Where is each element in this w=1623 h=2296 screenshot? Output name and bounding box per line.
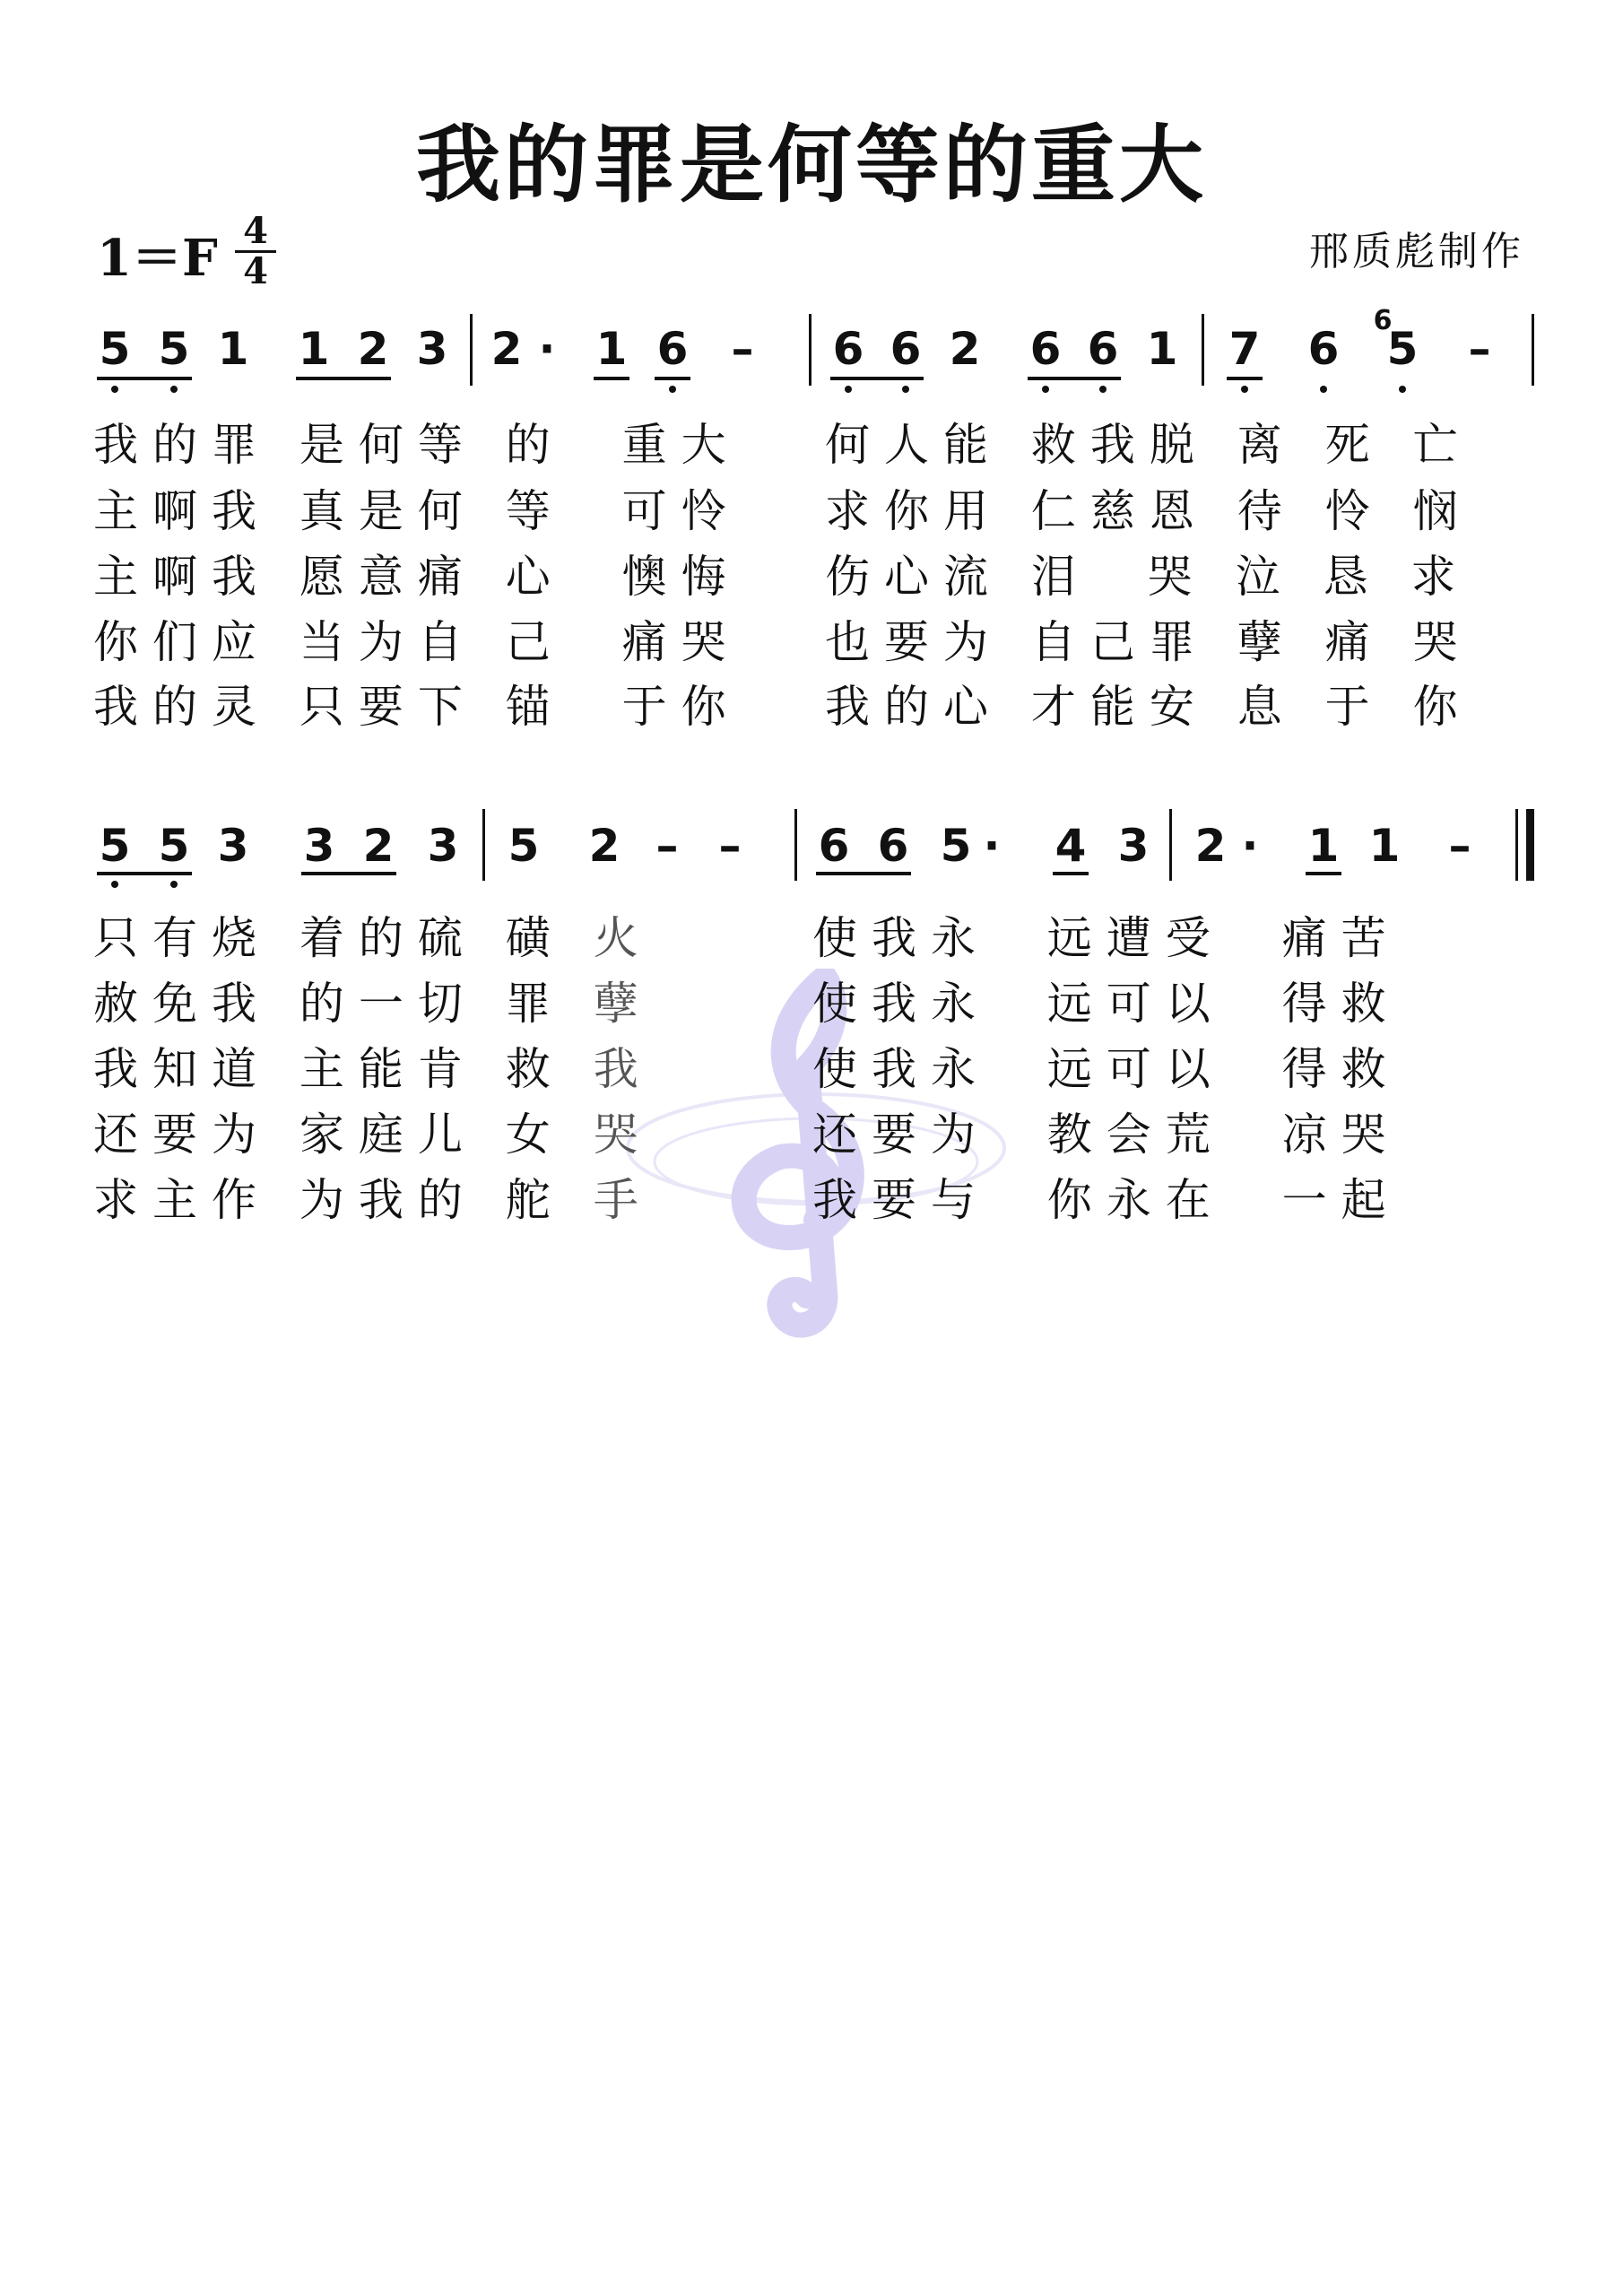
note: 5 [1386, 323, 1419, 375]
lyric-line-a [93, 902, 653, 967]
note: 6 [818, 820, 850, 872]
lyric-end: 我 [593, 1043, 653, 1095]
barline [794, 809, 797, 881]
note: – [1468, 323, 1491, 375]
note: 2 [357, 323, 389, 375]
lyric-text: 赦免我 的一切 罪 [93, 978, 594, 1030]
lyric-end: 火 [593, 912, 653, 964]
note: 1 [1368, 820, 1401, 872]
note: 2 [1194, 820, 1227, 872]
barline [1532, 314, 1534, 386]
beam-line [816, 872, 911, 875]
time-signature-top: 4 [243, 210, 268, 252]
note: 1 [298, 323, 330, 375]
barline [1169, 809, 1172, 881]
lyric-line-a [93, 1033, 653, 1098]
note: 4 [1055, 820, 1087, 872]
beam-line [97, 377, 192, 380]
note: – [655, 820, 679, 872]
note: 5 [158, 820, 190, 872]
lyric-text: 还要为 家庭儿 女 [93, 1109, 594, 1161]
note: 2 [949, 323, 981, 375]
note: – [731, 323, 754, 375]
note: · [1241, 820, 1259, 872]
beam-line [1227, 377, 1263, 380]
note: 2 [490, 323, 523, 375]
note: 2 [362, 820, 395, 872]
key-signature: 1＝F [97, 229, 218, 288]
beam-line [97, 872, 192, 875]
note: 5 [508, 820, 540, 872]
barline [1202, 314, 1204, 386]
note: 3 [416, 323, 448, 375]
note: – [1448, 820, 1471, 872]
note: 6 [877, 820, 909, 872]
time-signature [235, 210, 276, 292]
note: 6 [1307, 323, 1340, 375]
lyric-line-a: 主啊我 愿意痛 心 懊悔 [93, 551, 741, 603]
low-octave-dot [170, 386, 178, 393]
lyric-line-b: 使我永 远可以 得救 [812, 978, 1401, 1030]
time-signature-bottom: 4 [243, 250, 268, 292]
lyric-line-b: 还要为 教会荒 凉哭 [812, 1109, 1401, 1161]
note: 5 [99, 323, 131, 375]
note: · [538, 323, 556, 375]
beam-line [594, 377, 629, 380]
note: 6 [1087, 323, 1119, 375]
lyric-line-b: 使我永 远遭受 痛苦 [812, 912, 1401, 964]
note: 6 [1029, 323, 1062, 375]
lyric-line-a: 主啊我 真是何 等 可怜 [93, 485, 741, 537]
beam-line [655, 377, 690, 380]
beam-line [1028, 377, 1121, 380]
note: 5 [158, 323, 190, 375]
barline [809, 314, 812, 386]
beam-line [296, 377, 391, 380]
lyric-line-a: 你们应 当为自 己 痛哭 [93, 616, 741, 668]
lyric-line-a [93, 1099, 653, 1163]
note: 1 [217, 323, 249, 375]
barline [470, 314, 473, 386]
lyric-text: 求主作 为我的 舵 [93, 1174, 594, 1226]
note: 6 [832, 323, 864, 375]
note: 1 [1307, 820, 1340, 872]
low-octave-dot [669, 386, 676, 393]
lyric-end: 手 [593, 1174, 653, 1226]
lyric-line-a [93, 1164, 653, 1229]
note: 5 [99, 820, 131, 872]
lyric-text: 只有烧 着的硫 磺 [93, 912, 594, 964]
lyric-text: 我知道 主能肯 救 [93, 1043, 594, 1095]
song-title: 我的罪是何等的重大 [415, 116, 1207, 214]
credit-text: 邢质彪制作 [1309, 229, 1524, 274]
lyric-line-b: 我要与 你永在 一起 [812, 1174, 1401, 1226]
beam-line [830, 377, 924, 380]
low-octave-dot [1099, 386, 1107, 393]
low-octave-dot [111, 386, 118, 393]
note: 6 [890, 323, 922, 375]
note: 3 [303, 820, 335, 872]
low-octave-dot [1042, 386, 1049, 393]
beam-line [1306, 872, 1341, 875]
final-barline-thin [1515, 809, 1518, 881]
note: 1 [1146, 323, 1178, 375]
lyric-line-b: 我的心 才能安 息 于 你 [825, 681, 1472, 733]
note: 1 [595, 323, 628, 375]
low-octave-dot [1241, 386, 1248, 393]
barline [482, 809, 485, 881]
low-octave-dot [111, 881, 118, 888]
lyric-line-b: 也要为 自己罪 孽 痛 哭 [825, 616, 1472, 668]
lyric-line-a [93, 968, 653, 1032]
low-octave-dot [170, 881, 178, 888]
low-octave-dot [1399, 386, 1406, 393]
beam-line [301, 872, 396, 875]
note: 2 [588, 820, 621, 872]
note: 3 [427, 820, 459, 872]
low-octave-dot [845, 386, 852, 393]
note: – [718, 820, 742, 872]
note: 7 [1228, 323, 1261, 375]
lyric-line-b: 伤心流 泪 哭 泣 恳 求 [825, 551, 1471, 603]
note: 5 [940, 820, 972, 872]
note: 3 [217, 820, 249, 872]
lyric-line-a: 我的罪 是何等 的 重大 [93, 419, 741, 471]
note: 6 [656, 323, 689, 375]
grace-note: 6 [1373, 305, 1393, 336]
lyric-end: 孽 [593, 978, 653, 1030]
final-barline-thick [1526, 809, 1534, 881]
lyric-end: 哭 [593, 1109, 653, 1161]
note: 3 [1117, 820, 1150, 872]
beam-line [1053, 872, 1089, 875]
lyric-line-b: 使我永 远可以 得救 [812, 1043, 1401, 1095]
lyric-line-b: 求你用 仁慈恩 待 怜 悯 [825, 485, 1472, 537]
low-octave-dot [1320, 386, 1327, 393]
lyric-line-b: 何人能 救我脱 离 死 亡 [825, 419, 1472, 471]
low-octave-dot [902, 386, 909, 393]
lyric-line-a: 我的灵 只要下 锚 于你 [93, 681, 741, 733]
note: · [983, 820, 1001, 872]
